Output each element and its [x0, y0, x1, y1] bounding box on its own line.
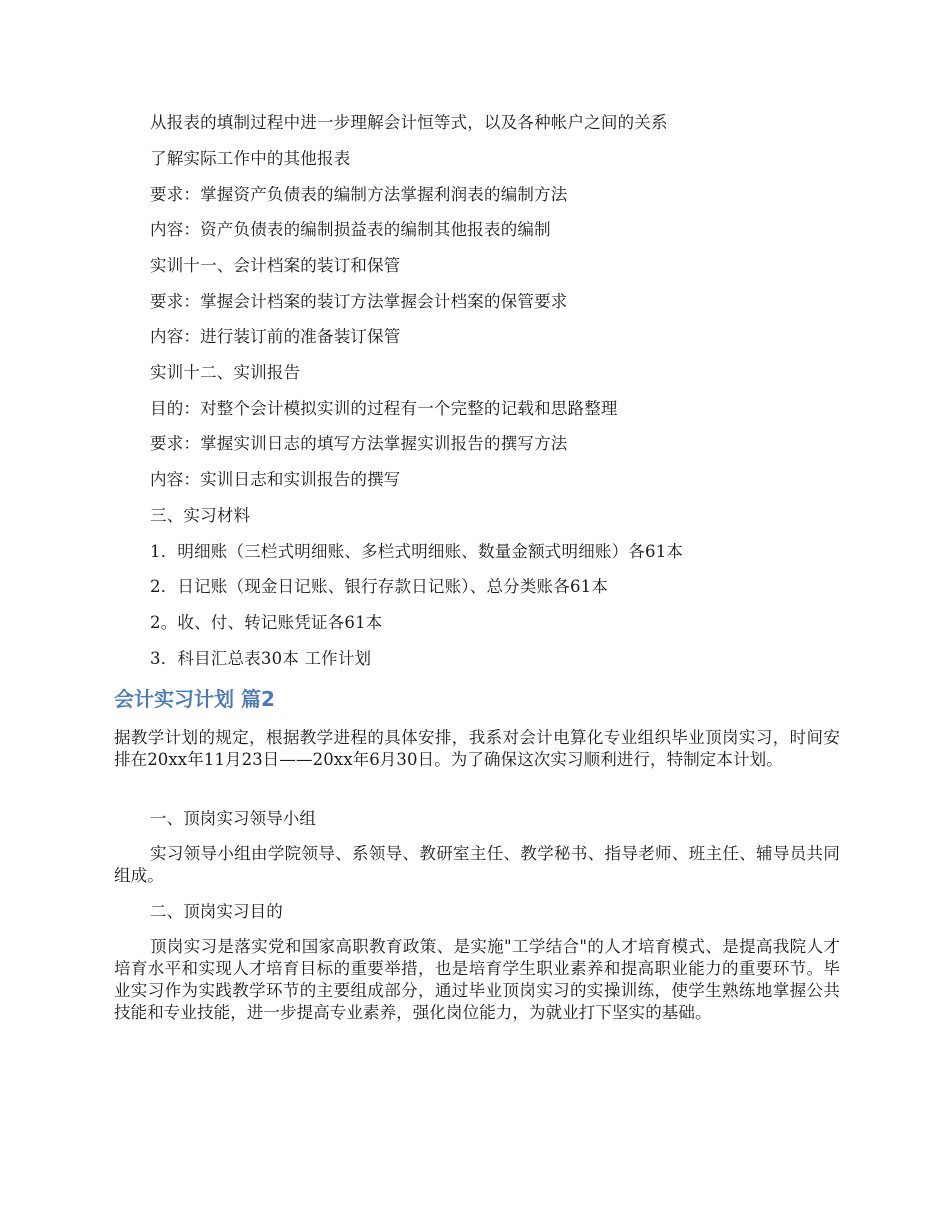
list-line: 要求：掌握资产负债表的编制方法掌握利润表的编制方法: [150, 185, 568, 204]
list-line: 实训十二、实训报告: [150, 363, 301, 382]
list-line: 实训十一、会计档案的装订和保管: [150, 256, 401, 275]
leadership-paragraph: 实习领导小组由学院领导、系领导、教研室主任、教学秘书、指导老师、班主任、辅导员共同组成。: [114, 844, 840, 885]
purpose-paragraph: 顶岗实习是落实党和国家高职教育政策、是实施"工学结合"的人才培育模式、是提高我院人才培育水平和实现人才培育目标的重要举措，也是培育学生职业素养和提高职业能力的重要环节。毕业实习作为实践教学环节的主要组成部分，通过毕业顶岗实习的实操训练，使学生熟练地掌握公共技能和专业技能，进一步提高专业素养，强化岗位能力，为就业打下坚实的基础。: [114, 937, 840, 1022]
list-line: 要求：掌握会计档案的装订方法掌握会计档案的保管要求: [150, 292, 568, 311]
list-line: 要求：掌握实训日志的填写方法掌握实训报告的撰写方法: [150, 434, 568, 453]
section-title: 会计实习计划 篇2: [114, 687, 275, 711]
subheading-leadership-group: 一、顶岗实习领导小组: [150, 809, 316, 828]
list-line: 内容：实训日志和实训报告的撰写: [150, 470, 401, 489]
list-line: 内容：资产负债表的编制损益表的编制其他报表的编制: [150, 220, 551, 239]
list-line: 3．科目汇总表30本 工作计划: [150, 649, 372, 668]
list-line: 1．明细账（三栏式明细账、多栏式明细账、数量金额式明细账）各61本: [150, 542, 684, 561]
intro-paragraph: 据教学计划的规定，根据教学进程的具体安排，我系对会计电算化专业组织毕业顶岗实习，时间安排在20xx年11月23日——20xx年6月30日。为了确保这次实习顺利进行，特制定本计划。: [114, 728, 840, 769]
list-line: 目的：对整个会计模拟实训的过程有一个完整的记载和思路整理: [150, 399, 618, 418]
list-line: 了解实际工作中的其他报表: [150, 149, 351, 168]
list-line: 2．日记账（现金日记账、银行存款日记账）、总分类账各61本: [150, 577, 609, 596]
list-line: 从报表的填制过程中进一步理解会计恒等式，以及各种帐户之间的关系: [150, 113, 668, 132]
list-line: 内容：进行装订前的准备装订保管: [150, 327, 401, 346]
list-line: 2。收、付、转记账凭证各61本: [150, 613, 383, 632]
list-line: 三、实习材料: [150, 506, 251, 525]
subheading-internship-purpose: 二、顶岗实习目的: [150, 902, 283, 921]
